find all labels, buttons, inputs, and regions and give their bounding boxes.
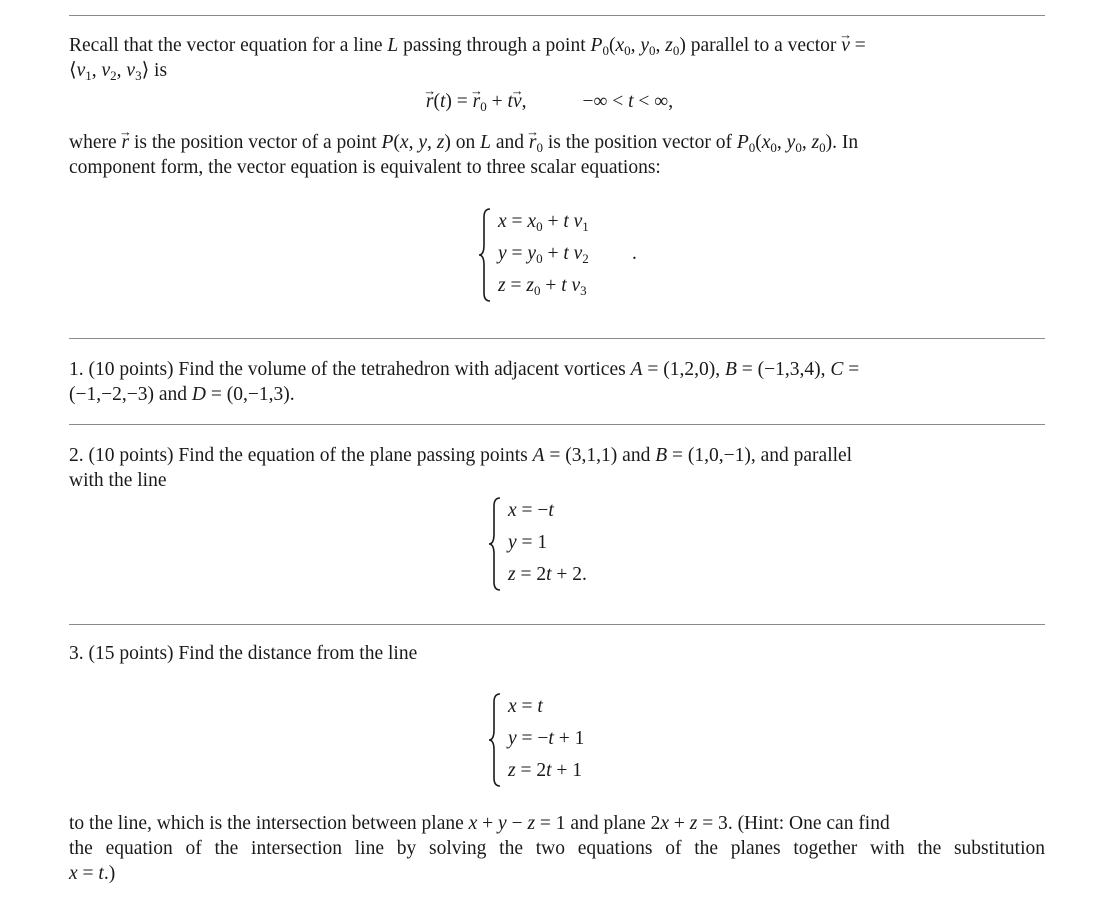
- problem-2-line-1: 2. (10 points) Find the equation of the plane passing points A = (3,1,1) and B = (1,0,−1), and parallel: [69, 445, 853, 466]
- recall-line-1: Recall that the vector equation for a line L passing through a point $P_0(x_0$, $y_0$, $z_0$) parallel to a vector → v =: [69, 33, 1045, 58]
- divider-problem-1: [69, 424, 1045, 425]
- problem-1-line-1: 1. (10 points) Find the volume of the tetrahedron with adjacent vortices A = (1,2,0), B = (−1,3,4), C =: [69, 359, 860, 380]
- system-row-x: x = t: [508, 696, 543, 717]
- system-row-z: z = 2t + 1: [508, 760, 583, 781]
- recall-line-2: $⟨v_1$, $v_2$, $v_3⟩$ is: [69, 60, 168, 83]
- problem-3-line-system: [488, 692, 648, 790]
- divider-recall: [69, 338, 1045, 339]
- problem-2-line-system: [488, 496, 648, 594]
- problem-3-line-2: to the line, which is the intersection between plane x + y − z = 1 and plane 2x + z = 3. (Hint: One can find: [69, 813, 890, 834]
- system-row-x: x = −t: [508, 500, 554, 521]
- problem-3: [69, 641, 1045, 666]
- divider-problem-2: [69, 624, 1045, 625]
- left-brace-icon: [478, 207, 492, 303]
- system-period: .: [632, 243, 637, 264]
- recall-paragraph: [69, 33, 1045, 83]
- left-brace-icon: [488, 692, 502, 788]
- system-row-z: z = 2t + 2.: [508, 564, 587, 585]
- problem-3-line-1: 3. (15 points) Find the distance from the line: [69, 643, 418, 664]
- system-row-y: y = −t + 1: [508, 728, 585, 749]
- system-row-y: y = 1: [508, 532, 548, 553]
- problem-1-line-2: (−1,−2,−3) and D = (0,−1,3).: [69, 384, 295, 405]
- problem-3-line-4: x = t.): [69, 863, 116, 884]
- top-rule: [69, 15, 1045, 16]
- vector-equation: → r(t) = → $r_0 + t\to v$, −∞ < t < ∞,: [0, 89, 1099, 115]
- system-row-y: $y = y_0 + t$ $v_2$: [498, 243, 589, 266]
- system-row-x: $x = x_0 + t$ $v_1$: [498, 211, 589, 234]
- problem-3-continuation: [69, 811, 1045, 886]
- left-brace-icon: [488, 496, 502, 592]
- system-row-z: $z = z_0 + t$ $v_3$: [498, 275, 587, 298]
- scalar-equations-system: [478, 207, 658, 305]
- where-line-1: where → r is the position vector of a point P(x, y, z) on L and → $r_0$ is the position vector of $P_0(x_0$, $y_0$, $z_0$). In: [69, 130, 1045, 155]
- problem-1: [69, 357, 1045, 407]
- problem-2: [69, 443, 1045, 493]
- problem-3-line-3: the equation of the intersection line by solving the two equations of the planes together with the substitution: [69, 838, 1045, 859]
- where-paragraph: [69, 130, 1045, 180]
- where-line-2: component form, the vector equation is equivalent to three scalar equations:: [69, 157, 661, 178]
- problem-2-line-2: with the line: [69, 470, 167, 491]
